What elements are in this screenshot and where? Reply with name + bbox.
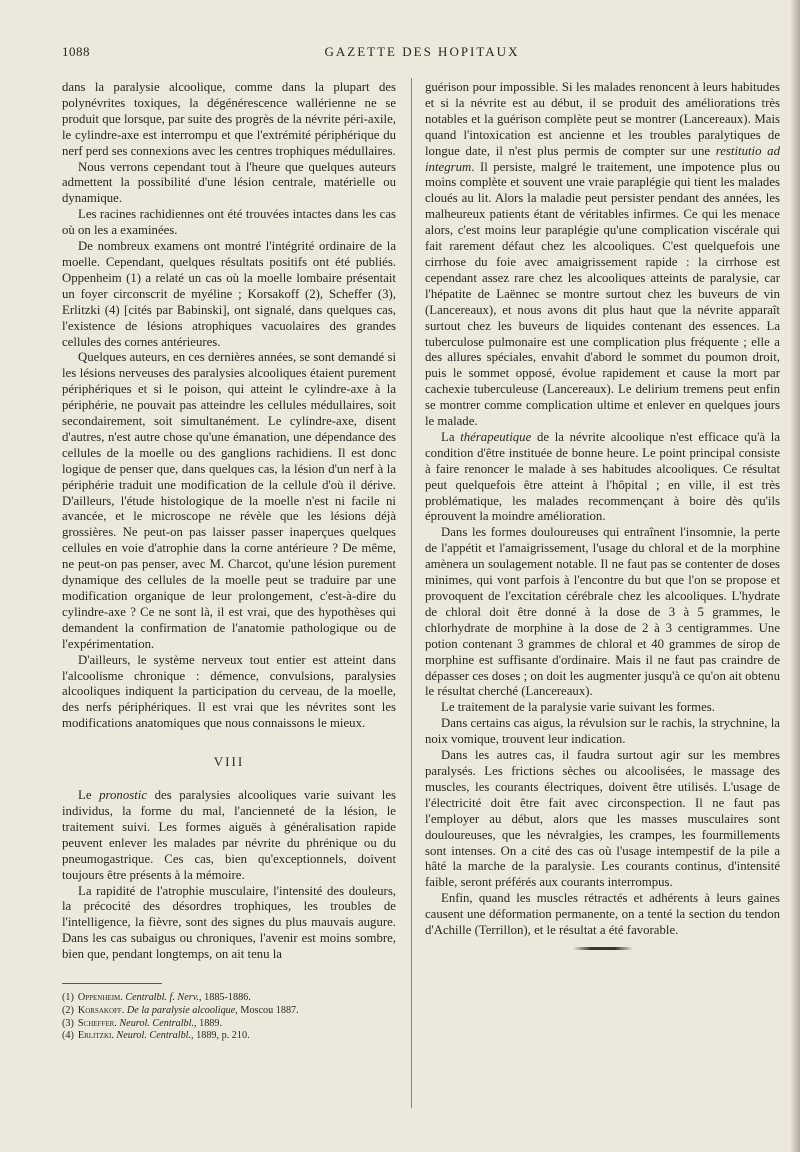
paragraph: Enfin, quand les muscles rétractés et adhérents à leurs gaines causent une déformation permanente, on a tenté la section du tendon d'Achille (Terrillon), et le résultat a été favorable. bbox=[425, 891, 780, 938]
paragraph: guérison pour impossible. Si les malades renoncent à leurs habitudes et si la névrite est au début, il se produit des améliorations très notables et la guérison complète peut se montrer (Lancereaux). Mais quand l'intoxication est ancienne et les troubles paralytiques de longue date, il n'est plus permis de compter sur une restitutio ad integrum. Il persiste, malgré le traitement, une impotence plus ou moins complète et souvent une vraie paraplégie qui tient les malades cloués au lit. Alors la maladie peut persister pendant des années, les malheureux patients étant de véritables infirmes. Ce qui les menace alors, c'est moins leur paraplégie qu'une complication viscérale qui fait rarement défaut chez les alcooliques. C'est quelquefois une cirrhose du foie avec amaigrissement rapide : la cirrhose est cependant assez rare chez les alcooliques atteints de paralysie, car l'hépatite de Laënnec se montre surtout chez les buveurs de vin (Lancereaux), et nous avons dit plus haut que la névrite apparaît surtout chez les buveurs de liquides contenant des essences. La tuberculose pulmonaire est une complication plus fréquente ; elle a des allures spéciales, envahit d'abord le sommet du poumon droit, puis le sommet opposé, évolue rapidement et cause la mort par cachexie tuberculeuse (Lancereaux). Le delirium tremens peut enfin se montrer comme complication ultime et enlever en quelques jours le malade. bbox=[425, 80, 780, 429]
end-ornament bbox=[573, 947, 633, 950]
paragraph: De nombreux examens ont montré l'intégrité ordinaire de la moelle. Cependant, quelques résultats positifs ont été publiés. Oppenheim (1) a relaté un cas où la moelle lombaire présentait un foyer circonscrit de myéline ; Korsakoff (2), Scheffer (3), Erlitzki (4) [cités par Babinski], ont signalé, dans quelques cas, l'existence de lésions atrophiques vacuolaires des grandes cellules des cornes antérieures. bbox=[62, 239, 396, 349]
left-column bbox=[62, 80, 396, 1043]
paragraph: dans la paralysie alcoolique, comme dans la plupart des polynévrites toxiques, la dégénérescence wallérienne ne se produit que lorsque, par suite des progrès de la névrite péri-axile, le cylindre-axe est interrompu et que l'extrémité périphérique du nerf perd ses connexions avec les centres trophiques médullaires. bbox=[62, 80, 396, 158]
footnote: (4) Erlitzki. Neurol. Centralbl., 1889, p. 210. bbox=[62, 1030, 250, 1042]
paragraph: Le pronostic des paralysies alcooliques varie suivant les individus, la forme du mal, l'ancienneté de la lésion, le traitement suivi. Les formes aiguës à généralisation rapide peuvent enlever les malades par névrite du phrénique ou du pneumogastrique. Ces cas, bien qu'exceptionnels, doivent toujours être présents à la mémoire. bbox=[62, 788, 396, 882]
paragraph: Dans les formes douloureuses qui entraînent l'insomnie, la perte de l'appétit et l'amaigrissement, l'usage du chloral et de la morphine amènera un soulagement notable. Il ne faut pas se contenter de doses minimes, qui vont parfois à l'encontre du but que l'on se propose et provoquent de l'excitation cérébrale chez les alcooliques. L'hydrate de chloral doit être donné à la dose de 3 à 5 grammes, le chlorhydrate de morphine à la dose de 2 à 3 centigrammes. Une potion contenant 3 grammes de chloral et 40 grammes de sirop de morphine est suffisante d'ordinaire. Mais il ne faut pas craindre de dépasser ces doses ; on doit les augmenter jusqu'à ce qu'on ait obtenu le résultat cherché (Lancereaux). bbox=[425, 525, 780, 699]
running-title: GAZETTE DES HOPITAUX bbox=[324, 44, 520, 59]
page-edge-shadow bbox=[790, 0, 800, 1152]
paragraph: Les racines rachidiennes ont été trouvées intactes dans les cas où on les a examinées. bbox=[62, 207, 396, 238]
paragraph: D'ailleurs, le système nerveux tout entier est atteint dans l'alcoolisme chronique : démence, convulsions, paralysies alcooliques indiquent la participation du cerveau, de la moelle, des nerfs périphériques. Il est vrai que les névrites sont les modifications anatomiques que nous connaissons le mieux. bbox=[62, 652, 396, 731]
footnote: (2) Korsakoff. De la paralysie alcoolique, Moscou 1887. bbox=[62, 1004, 299, 1016]
paragraph: Quelques auteurs, en ces dernières années, se sont demandé si les lésions nerveuses des paralysies alcooliques étaient purement périphériques et si le poison, qui atteint le cylindre-axe à la périphérie, ne pouvait pas atteindre les cellules médullaires, soit secondairement, soit simultanément. Le cylindre-axe, disent d'autres, n'est autre chose qu'une émanation, une dépendance des cellules de la moelle ou des ganglions rachidiens. Il est donc logique de penser que, dans quelques cas, la lésion d'un nerf à la périphérie traduit une modification de la cellule d'où il dérive. D'ailleurs, l'étude histologique de la moelle n'est ni facile ni avancée, et le microscope ne révèle que les lésions déjà grossières. Ne peut-on pas laisser passer inaperçues quelques cellules en voie d'atrophie dans la corne antérieure ? De même, ne peut-on pas penser, avec M. Charcot, qu'une lésion purement dynamique des cellules de la moelle peut se traduire par une modification organique de leur prolongement, c'est-à-dire du cylindre-axe ? Ce ne sont là, il est vrai, que des hypothèses qui demandent la confirmation de l'anatomie pathologique ou de l'expérimentation. bbox=[62, 350, 396, 651]
paragraph: La thérapeutique de la névrite alcoolique n'est efficace qu'à la condition d'être instituée de bonne heure. Le point principal consiste à faire renoncer le malade à ses habitudes alcooliques. Ce résultat peut quelquefois être atteint à l'hôpital ; en ville, il est très problématique, les malades recommençant à boire dès qu'ils éprouvent la moindre amélioration. bbox=[425, 429, 781, 524]
italic-term: pronostic bbox=[99, 788, 147, 803]
footnote: (3) Scheffer. Neurol. Centralbl., 1889. bbox=[62, 1017, 223, 1029]
italic-term: thérapeutique bbox=[460, 429, 532, 444]
paragraph: Dans certains cas aigus, la révulsion sur le rachis, la strychnine, la noix vomique, trouvent leur indication. bbox=[425, 716, 780, 747]
right-column bbox=[425, 80, 780, 950]
footnote: (1) Oppenheim. Centralbl. f. Nerv., 1885-1886. bbox=[62, 992, 251, 1004]
italic-term: restitutio ad integrum bbox=[425, 143, 780, 174]
paragraph: Dans les autres cas, il faudra surtout agir sur les membres paralysés. Les frictions sèches ou alcoolisées, le massage des muscles, les courants électriques, doivent être utilisés. L'usage de l'électricité doit être fait avec circonspection. Il ne faut pas l'employer au début, alors que les masses musculaires sont douloureuses, que les névralgies, les crampes, les fourmillements sont intenses. On a cité des cas où l'usage intempestif de la pile a hâté la marche de la paralysie. Les courants continus, d'intensité faible, seront préférés aux courants interrompus. bbox=[425, 748, 780, 890]
footnote-rule bbox=[62, 983, 162, 984]
column-divider bbox=[411, 78, 412, 1108]
paragraph: Nous verrons cependant tout à l'heure que quelques auteurs admettent la possibilité d'une lésion centrale, matérielle ou dynamique. bbox=[62, 159, 396, 206]
footnotes bbox=[62, 992, 396, 1043]
page-number: 1088 bbox=[62, 44, 90, 59]
paragraph: La rapidité de l'atrophie musculaire, l'intensité des douleurs, la précocité des désordres trophiques, les troubles de l'intelligence, la fièvre, sont des signes du plus mauvais augure. Dans les cas subaigus ou chroniques, l'avenir est moins sombre, bien que, pendant longtemps, on ait tenu la bbox=[62, 883, 396, 962]
page-header bbox=[62, 44, 782, 62]
paragraph: Le traitement de la paralysie varie suivant les formes. bbox=[441, 700, 715, 715]
section-heading: VIII bbox=[213, 754, 245, 770]
